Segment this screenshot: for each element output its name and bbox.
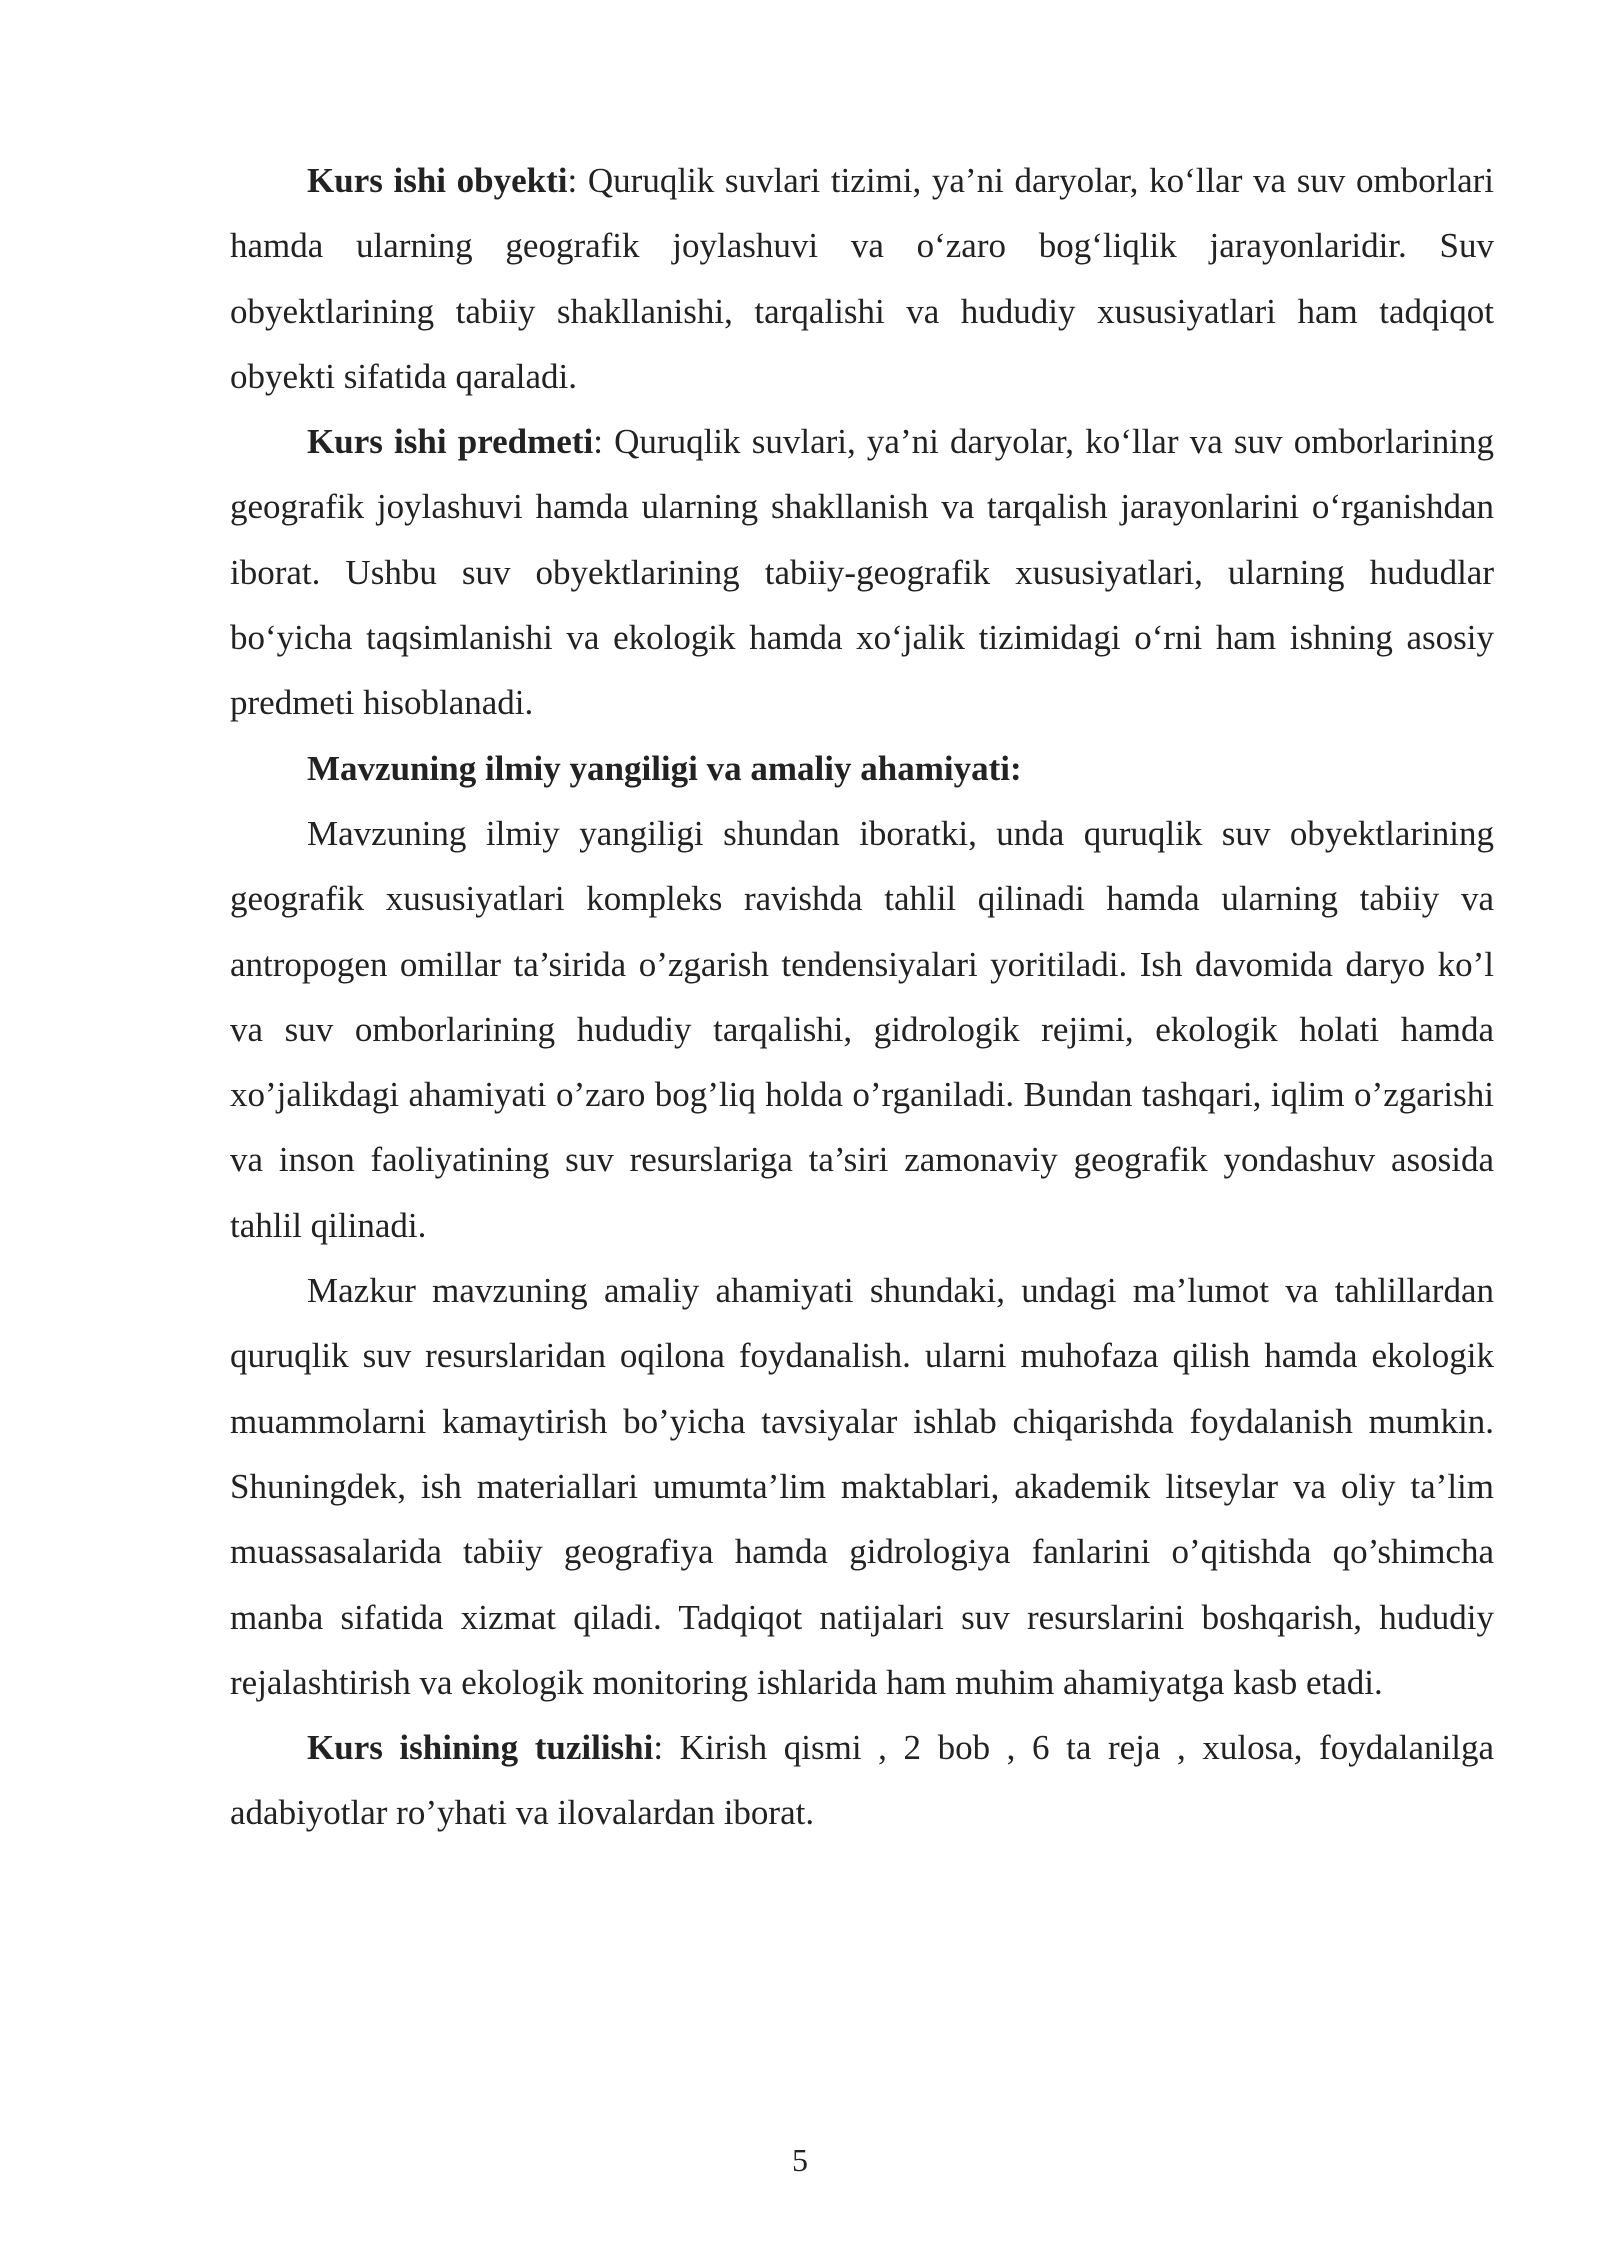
paragraph-object [230, 148, 1494, 409]
paragraph-text: : Quruqlik suvlari, ya’ni daryolar, ko‘llar va suv omborlarining geografik joylashuvi hamda ularning shakllanish va tarqalish jarayonlarini o‘rganishdan iborat. Ushbu suv obyektlarining tabiiy-geografik xususiyatlari, ularning hududlar bo‘yicha taqsimlanishi va ekologik hamda xo‘jalik tizimidagi o‘rni ham ishning asosiy predmeti hisoblanadi. [230, 422, 1494, 723]
paragraph-practical-significance: Mazkur mavzuning amaliy ahamiyati shundaki, undagi ma’lumot va tahlillardan quruqlik suv resurslaridan oqilona foydanalish. ularni muhofaza qilish hamda ekologik muammolarni kamaytirish bo’yicha tavsiyalar ishlab chiqarishda foydalanish mumkin. Shuningdek, ish materiallari umumta’lim maktablari, akademik litseylar va oliy ta’lim muassasalarida tabiiy geografiya hamda gidrologiya fanlarini o’qitishda qo’shimcha manba sifatida xizmat qiladi. Tadqiqot natijalari suv resurslarini boshqarish, hududiy rejalashtirish va ekologik monitoring ishlarida ham muhim ahamiyatga kasb etadi. [230, 1271, 1494, 1702]
paragraph-lead: Kurs ishi obyekti [307, 161, 568, 200]
paragraph-lead: Kurs ishining tuzilishi [307, 1728, 654, 1768]
paragraph-lead: Kurs ishi predmeti [307, 422, 594, 462]
paragraph-text: : Kirish qismi , 2 bob , 6 ta reja , xulosa, foydalanilga adabiyotlar ro’yhati va ilovalardan iborat. [230, 1728, 1494, 1833]
paragraph-text: : Quruqlik suvlari tizimi, ya’ni daryolar, ko‘llar va suv omborlari hamda ularning geografik joylashuvi va o‘zaro bog‘liqlik jarayonlaridir. Suv obyektlarining tabiiy shakllanishi, tarqalishi va hududiy xususiyatlari ham tadqiqot obyekti sifatida qaraladi. [230, 161, 1494, 396]
paragraph-scientific-novelty: Mavzuning ilmiy yangiligi shundan iboratki, unda quruqlik suv obyektlarining geografik xususiyatlari kompleks ravishda tahlil qilinadi hamda ularning tabiiy va antropogen omillar ta’sirida o’zgarish tendensiyalari yoritiladi. Ish davomida daryo ko’l va suv omborlarining hududiy tarqalishi, gidrologik rejimi, ekologik holati hamda xo’jalikdagi ahamiyati o’zaro bog’liq holda o’rganiladi. Bundan tashqari, iqlim o’zgarishi va inson faoliyatining suv resurslariga ta’siri zamonaviy geografik yondashuv asosida tahlil qilinadi. [230, 813, 1494, 1245]
section-heading: Mavzuning ilmiy yangiligi va amaliy ahamiyati: [307, 748, 1022, 788]
paragraph-subject [230, 409, 1494, 735]
page-number: 5 [792, 2142, 808, 2178]
document-page [230, 148, 1494, 1948]
paragraph-structure [230, 1715, 1494, 1846]
